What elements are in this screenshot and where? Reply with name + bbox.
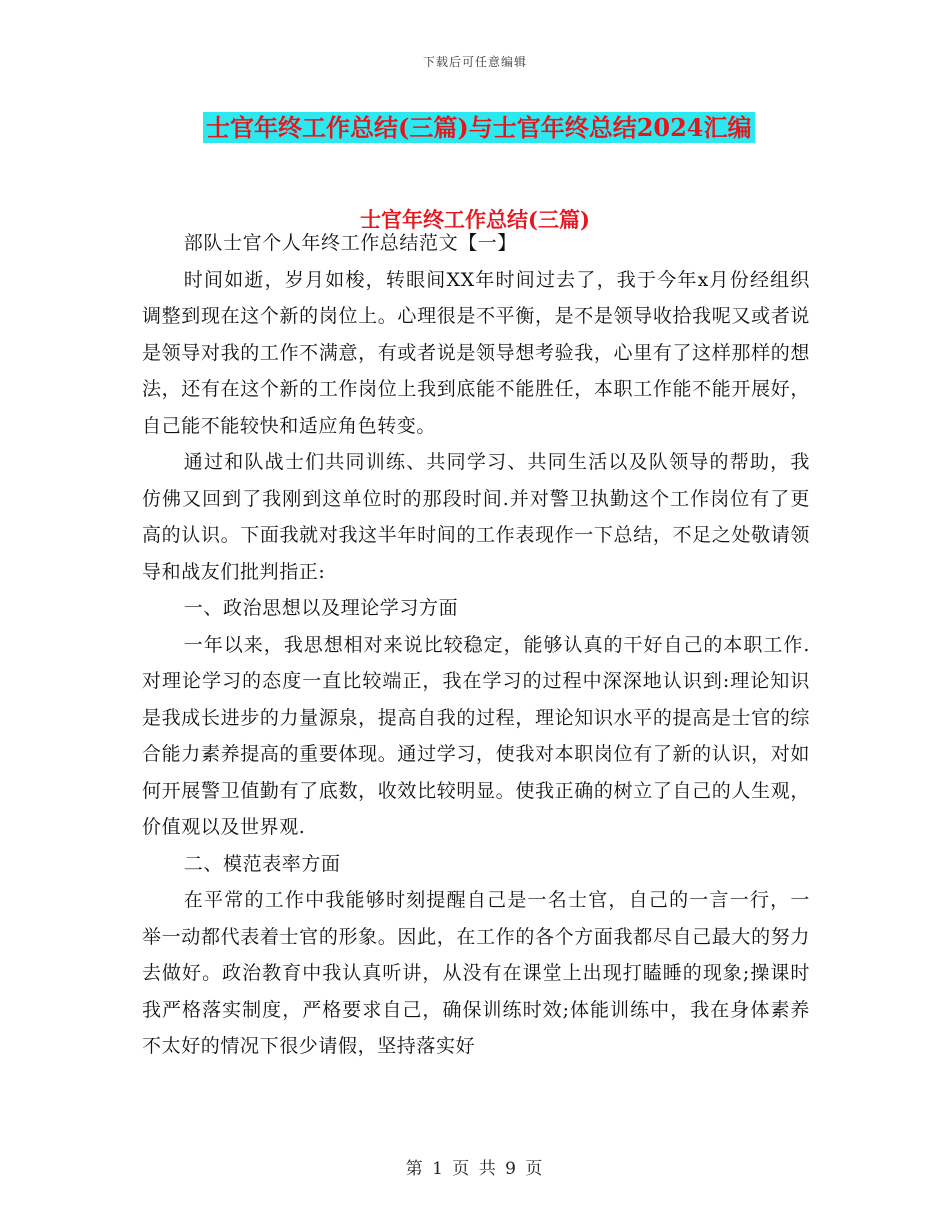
- paragraph-heading: 二、模范表率方面: [183, 852, 341, 875]
- paragraph-heading: 一、政治思想以及理论学习方面: [183, 597, 459, 619]
- page-footer: 第 1 页 共 9 页: [405, 1159, 545, 1179]
- paragraph: 通过和队战士们共同训练、共同学习、共同生活以及队领导的帮助，我仿佛又回到了我刚到这单位时的那段时间.并对警卫执勤这个工作岗位有了更高的认识。下面我就对我这半年时间的工作表现作一下总结，不足之处敬请领导和战友们批判指正:: [142, 451, 810, 583]
- paragraph: 时间如逝，岁月如梭，转眼间XX年时间过去了，我于今年x月份经组织调整到现在这个新的岗位上。心理很是不平衡，是不是领导收拾我呢又或者说是领导对我的工作不满意，有或者说是领导想考验我，心里有了这样那样的想法，还有在这个新的工作岗位上我到底能不能胜任，本职工作能不能开展好，自己能不能较快和适应角色转变。: [142, 268, 810, 437]
- header-note: 下载后可任意编辑: [422, 55, 527, 69]
- paragraph: 在平常的工作中我能够时刻提醒自己是一名士官，自己的一言一行，一举一动都代表着士官的形象。因此，在工作的各个方面我都尽自己最大的努力去做好。政治教育中我认真听讲，从没有在课堂上出现打瞌睡的现象;操课时我严格落实制度，严格要求自己，确保训练时效;体能训练中，我在身体素养不太好的情况下很少请假，坚持落实好: [142, 889, 810, 1057]
- paragraph: 一年以来，我思想相对来说比较稳定，能够认真的干好自己的本职工作.对理论学习的态度一直比较端正，我在学习的过程中深深地认识到:理论知识是我成长进步的力量源泉，提高自我的过程，理论知识水平的提高是士官的综合能力素养提高的重要体现。通过学习，使我对本职岗位有了新的认识，对如何开展警卫值勤有了底数，收效比较明显。使我正确的树立了自己的人生观，价值观以及世界观.: [142, 633, 810, 838]
- section-title: 士官年终工作总结(三篇): [360, 207, 590, 232]
- paragraph-heading: 部队士官个人年终工作总结范文【一】: [183, 232, 517, 254]
- body-text: [142, 225, 810, 1065]
- document-title: 士官年终工作总结(三篇)与士官年终总结2024汇编: [203, 112, 755, 143]
